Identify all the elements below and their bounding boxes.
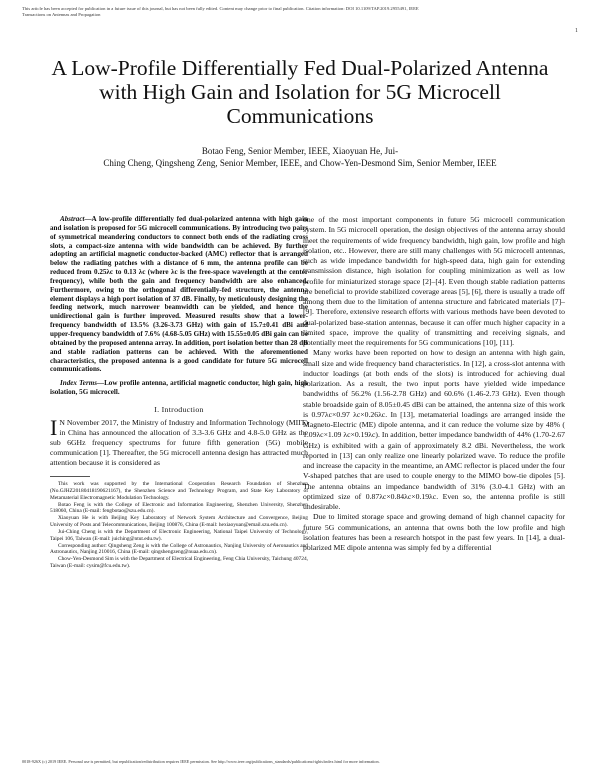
author-line-2: Ching Cheng, Qingsheng Zeng, Senior Member, IEEE, and Chow-Yen-Desmond Sim, Senior Member, IEEE (103, 158, 497, 168)
running-header (22, 6, 582, 18)
drop-cap: I (50, 414, 58, 440)
page-number: 1 (575, 28, 578, 34)
right-paragraph-2: Many works have been reported on how to design an antenna with high gain, small size and wide frequency band characteristics. In [12], a cross-slot antenna with inductor loadings (at both ends of the slots) is introduced for achieving dual polarization. As a result, the two input ports have yielded wide impedance bandwidths of 56.2% (1.56-2.78 GHz) and 60.6% (1.46-2.73 GHz). Even though stable broadside gain of 8.05±0.45 dBi can be attained, the antenna size of this work is 0.97λc×0.97 λc×0.26λc. In [13], metamaterial loadings are arranged inside the Magneto-Electric (ME) dipole antenna, and it can reduce the volume size by 48% ( 1.09λc×1.09 λc×0.19λc). In addition, better impedance bandwidth of 44% (1.70-2.67 GHz) is exhibited with a gain of approximately 8.2 dBi. Nevertheless, the work reported in [13] can only realize one linearly polarized wave. To reduce the profile and increase the capacity in the meantime, an AMC reflector is placed under the four V-shaped patches that are used to couple energy to the MIMO bow-tie dipoles [5]. The antenna obtains an impedance bandwidth of 31% (3.0-4.1 GHz) with an optimized size of 0.87λc×0.84λc×0.19λc. Even so, the antenna profile is still undesirable. (303, 348, 565, 511)
introduction-text: N November 2017, the Ministry of Industry and Information Technology (MIIT) in China has announced the allocation of 3.3-3.6 GHz and 4.8-5.0 GHz as the sub 6GHz frequency spectrums for future fifth generation (5G) mobile communication [1]. Thereafter, the 5G microcell antenna design has attracted much attention because it is considered as (50, 417, 308, 468)
footnote-divider (50, 476, 90, 477)
footnote-author-sim: Chow-Yen-Desmond Sim is with the Department of Electrical Engineering, Feng Chia University, Taichung 40724, Taiwan (E-mail: cysim@fcu.edu.tw). (50, 556, 308, 569)
right-column (303, 215, 565, 553)
right-paragraph-3: Due to limited storage space and growing demand of high channel capacity for future 5G communications, an antenna that owns both the low profile and high isolation features has been a research hotspot in the past few years. In [14], a dual-polarized ME dipole antenna was simply fed by a differential (303, 512, 565, 552)
paper-title: A Low-Profile Differentially Fed Dual-Polarized Antenna with High Gain and Isolation for 5G Microcell Communications (51, 56, 549, 128)
introduction-paragraph (50, 414, 308, 468)
right-paragraph-1: one of the most important components in future 5G microcell communication system. In 5G microcell operation, the design objectives of the antenna array should meet the requirements of wide frequency bandwidth, high gain, low profile and high isolation, etc.. However, there are still many challenges with 5G microcell antennas, such as wide impedance bandwidth for high-speed data, high gain for extending transmission distance, high isolation for coupling minimization as well as low profile for miniaturized storage space [2]–[4]. Even though stable radiation patterns are beneficial to provide stabilized coverage areas [5], [6], there is usually a trade off among them due to the limitation of antenna structure and fabricated materials [7]–[9]. Therefore, extensive research efforts with various methods have been devoted to dual-polarized base-station antennas, because it can offer much higher capacity in a limited space, improve the quality of transmitting and receiving signals, and potentially meet the requirements for 5G communications [10], [11]. (303, 215, 565, 347)
abstract-label: Abstract (60, 215, 85, 223)
index-terms-text: —Low profile antenna, artificial magnetic conductor, high gain, high isolation, 5G microcell. (50, 379, 308, 397)
footnote-author-zeng: Corresponding author: Qingsheng Zeng is with the College of Astronautics, Nanjing University of Aeronautics and Astronautics, Nanjing 210016, China (E-mail: qingshengzeng@nuaa.edu.cn). (50, 542, 308, 556)
footnote-funding: This work was supported by the International Cooperation Research Foundation of Shenzhen (No.GJHZ20180418190621167), the Shenzhen Science and Technology Program, and State Key Laboratory of Metamaterial Electromagnetic Modulation Technology. (50, 481, 308, 501)
header-line-2: Transactions on Antennas and Propagation (22, 12, 101, 17)
footnote-author-feng: Botao Feng is with the College of Electronic and Information Engineering, Shenzhen University, Shenzhen 518060, China (E-mail: fengbotao@szu.edu.cn). (50, 501, 308, 515)
index-terms-label: Index Terms (60, 379, 97, 388)
author-list (40, 145, 560, 169)
abstract-text: —A low-profile differentially fed dual-polarized antenna with high gain and isolation is proposed for 5G microcell communications. By introducing two pairs of symmetrical meandering conductors to connect both ends of the radiating cross slots, a compact-size antenna with wide bandwidth can be achieved. By further adopting an artificial magnetic conductor-backed (AMC) reflector that is arranged below the radiating patches with a distance of 6 mm, the antenna profile can be reduced from 0.25λc to 0.13 λc (where λc is the free-space wavelength at the center frequency), while both the gain and frequency bandwidth are also enhanced. Furthermore, owing to the orthogonal differentially-fed structure, the antenna element displays a high port isolation of 37 dB. Finally, by meticulously designing the feeding network, much narrower beamwidth can be yielded, and hence the unidirectional gain is further improved. Measured results show that a lower-frequency bandwidth of 13.5% (3.26-3.73 GHz) with gain of 15.7±0.41 dBi and upper-frequency bandwidth of 7.6% (4.68-5.05 GHz) with 15.55±0.05 dBi gain can be obtained by the proposed antenna array. In addition, port isolation better than 28 dB and stable radiation patterns can be achieved. With the aforementioned characteristics, the proposed antenna is a good candidate for future 5G microcell communications. (50, 215, 308, 374)
header-line-1: This article has been accepted for publication in a future issue of this journal, but has not been fully edited. Content may change prior to final publication. Citation information: DOI 10.1109/TAP.2019.2955491, IEEE (22, 6, 419, 11)
section-heading-introduction: I. Introduction (154, 404, 204, 414)
page-footer: 0018-926X (c) 2019 IEEE. Personal use is permitted, but republication/redistribution requires IEEE permission. See http://www.ieee.org/publications_standards/publications/rights/index.html for more information. (22, 759, 380, 764)
author-line-1: Botao Feng, Senior Member, IEEE, Xiaoyuan He, Jui- (201, 146, 399, 156)
footnotes (50, 481, 308, 569)
footnote-author-he: Xiaoyuan He is with Beijing Key Laboratory of Network System Architecture and Convergence, Beijing University of Posts and Telecommunications, Beijing 100876, China (E-mail: hexiaoyuan@email.szu.edu.cn). (50, 515, 308, 528)
left-column (50, 215, 308, 570)
footnote-author-cheng: Jui-Ching Cheng is with the Department of Electronic Engineering, National Taipei University of Technology, Taipei 106, Taiwan (E-mail: juiching@ntut.edu.tw). (50, 529, 308, 542)
index-terms (50, 379, 308, 397)
abstract (50, 215, 308, 374)
